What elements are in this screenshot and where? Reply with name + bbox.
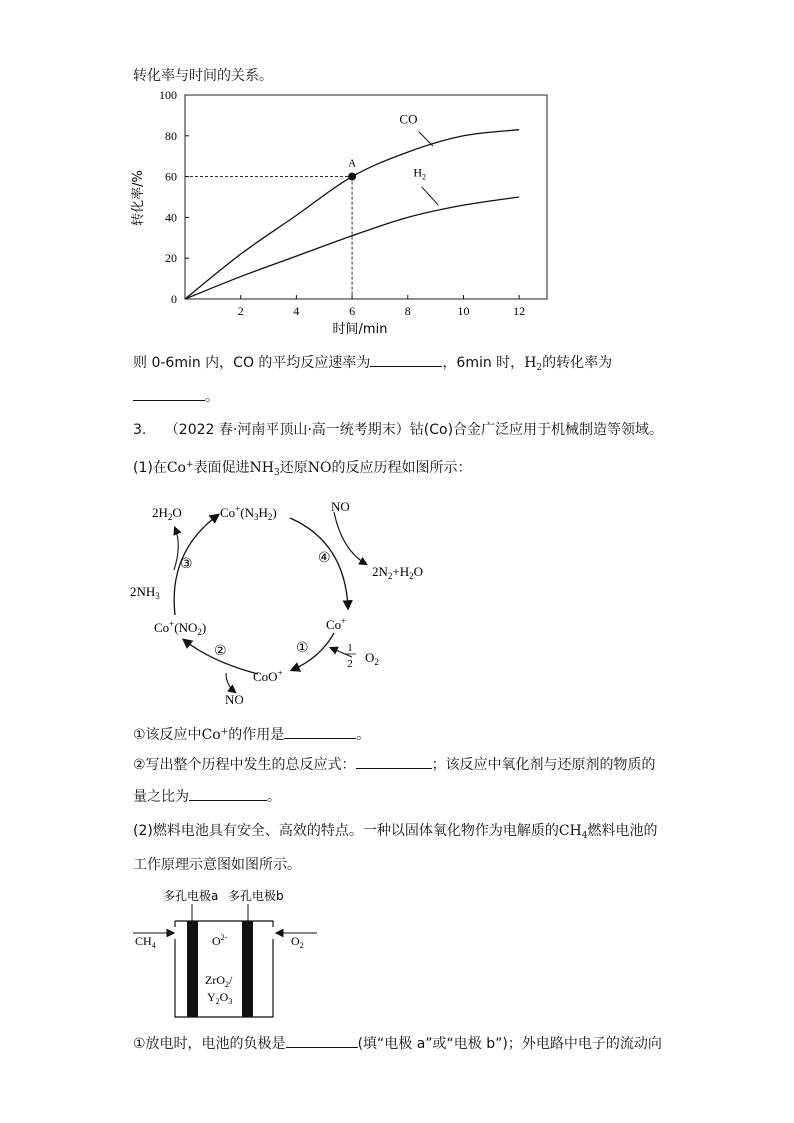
part-1-prefix: (1)在: [133, 460, 167, 476]
label-y2o3: $Y_2O_3$: [207, 990, 233, 1006]
answer-blank-ratio[interactable]: [189, 786, 267, 801]
x-tick-label: 8: [404, 304, 411, 318]
part-1-mid: 表面促进: [193, 460, 250, 476]
arrow-no-in: [334, 512, 366, 564]
ch-symbol: CH: [558, 823, 582, 839]
label-coo-plus: CoO+: [253, 668, 283, 684]
rate-text-1: 则 0-6min 内，CO 的平均反应速率为: [133, 355, 371, 371]
rate-text-2: ，6min 时，: [442, 355, 525, 371]
electrode-b: [242, 921, 253, 1017]
label-zro2: ZrO$_2$/: [205, 973, 233, 989]
answer-blank-negative-electrode[interactable]: [286, 1033, 358, 1048]
sub-question-1: [133, 722, 370, 745]
label-half: 1: [347, 642, 353, 654]
x-tick-label: 12: [513, 304, 526, 318]
rate-end: 。: [205, 389, 219, 405]
arrow-no-out: [226, 673, 235, 692]
part-1-stem: [133, 455, 471, 483]
y-tick-label: 80: [165, 128, 177, 143]
no-formula: NO: [307, 460, 332, 476]
arrow-h2o-out: [174, 528, 178, 570]
question-stem: 钴(Co)合金广泛应用于机械制造等领域。: [409, 422, 664, 438]
step-2: ②: [214, 643, 227, 659]
sub1-prefix: ①该反应中: [133, 727, 202, 743]
sub-question-2-line2: [133, 786, 281, 807]
sub1-end: 。: [356, 727, 371, 743]
step-4: ④: [318, 550, 331, 566]
co-charge: +: [185, 460, 194, 470]
sub2-end: 。: [267, 789, 281, 805]
label-ch4: $CH_4$: [135, 934, 156, 950]
label-half-den: 2: [347, 658, 353, 670]
intro-text: 转化率与时间的关系。: [133, 68, 273, 84]
label-2n2-h2o: $2N_2+H_2O$: [372, 564, 424, 581]
step-1: ①: [296, 640, 309, 656]
ch4-subscript: 4: [581, 831, 588, 841]
ch4-formula: [559, 823, 588, 839]
nh-symbol: NH: [249, 460, 274, 476]
electrode-a: [187, 921, 198, 1017]
label-2h2o: $2H_2O$: [152, 505, 182, 522]
nh3-subscript: 3: [274, 468, 280, 478]
question-number: 3.: [133, 422, 147, 438]
x-tick-label: 6: [349, 304, 356, 318]
sub1-post: 的作用是: [228, 727, 285, 743]
y-tick-label: 100: [159, 88, 177, 102]
series-label-h2: $H_2$: [413, 165, 427, 182]
y-tick-label: 40: [165, 210, 177, 225]
rate-text-3: 的转化率为: [542, 355, 613, 371]
label-co-n3h2: $Co^+(N_3H_2)$: [220, 504, 277, 522]
sub2-line2: 量之比为: [133, 789, 189, 805]
series-leader-co: [419, 132, 433, 146]
sub1-co-charge: +: [220, 727, 229, 737]
question-3-header: [133, 420, 663, 440]
sub1-co-plus: [202, 727, 229, 743]
sub2-post: ；该反应中氧化剂与还原剂的物质的: [431, 757, 656, 773]
label-electrode-a: 多孔电极a: [163, 889, 219, 903]
answer-blank-role[interactable]: [284, 724, 356, 739]
answer-blank-equation[interactable]: [356, 754, 432, 769]
h2-symbol: H: [524, 355, 537, 371]
part-2-line2: 工作原理示意图如图所示。: [133, 857, 301, 873]
series-label-co: CO: [399, 111, 418, 127]
y-tick-label: 20: [165, 251, 177, 266]
part-1-end: 的反应历程如图所示：: [331, 460, 472, 476]
y-tick-label: 0: [171, 292, 177, 306]
step-3: ③: [180, 556, 193, 572]
question-source: （2022 春·河南平顶山·高一统考期末）: [164, 422, 410, 438]
label-o2-cell: $O_2$: [291, 934, 304, 950]
sub1-co-symbol: Co: [201, 727, 221, 743]
sub3-prefix: ①放电时，电池的负极是: [133, 1036, 286, 1052]
rate-question-line2: [133, 386, 219, 407]
reaction-cycle-diagram: [120, 490, 424, 715]
part-2-stem: [133, 821, 658, 846]
label-o2: $O_2$: [365, 650, 379, 667]
x-tick-label: 4: [293, 304, 300, 318]
part-2-prefix: (2)燃料电池具有安全、高效的特点。一种以固体氧化物作为电解质的: [133, 823, 559, 839]
part-2-post: 燃料电池的: [587, 823, 658, 839]
conversion-chart: [120, 86, 570, 346]
nh3-formula: [250, 460, 280, 476]
x-tick-label: 10: [457, 304, 470, 318]
part-2-sub-1: [133, 1033, 662, 1054]
answer-blank-h2-conversion[interactable]: [133, 386, 205, 401]
label-no-top: NO: [331, 499, 350, 514]
label-o2-ion: $O^{2-}$: [212, 933, 228, 948]
label-electrode-b: 多孔电极b: [228, 889, 284, 903]
point-a-label: A: [348, 157, 357, 170]
part-1-mid2: 还原: [279, 460, 308, 476]
label-co-no2: $Co^+(NO_2)$: [154, 619, 207, 637]
y-tick-label: 60: [165, 169, 177, 184]
point-a-marker: [348, 173, 356, 181]
answer-blank-rate[interactable]: [370, 352, 442, 367]
label-no-bottom: NO: [225, 692, 244, 707]
x-axis-label: 时间/min: [332, 322, 388, 337]
series-leader-h2: [422, 187, 439, 205]
y-axis-label: 转化率/%: [131, 170, 146, 226]
sub2-prefix: ②写出整个历程中发生的总反应式：: [133, 757, 356, 773]
h2-subscript: 2: [536, 363, 543, 373]
fuel-cell-diagram: [125, 883, 325, 1018]
co-symbol: Co: [166, 460, 186, 476]
co-plus-formula: [167, 460, 194, 476]
plot-frame: [185, 95, 547, 299]
x-tick-label: 2: [237, 304, 244, 318]
sub-question-2: [133, 754, 656, 775]
h2-formula: [524, 355, 542, 371]
rate-question: [133, 352, 612, 378]
sub3-post: (填“电极 a”或“电极 b”)；外电路中电子的流动向: [357, 1036, 662, 1052]
label-co-plus: Co+: [326, 616, 347, 632]
label-2nh3: $2NH_3$: [130, 584, 160, 601]
